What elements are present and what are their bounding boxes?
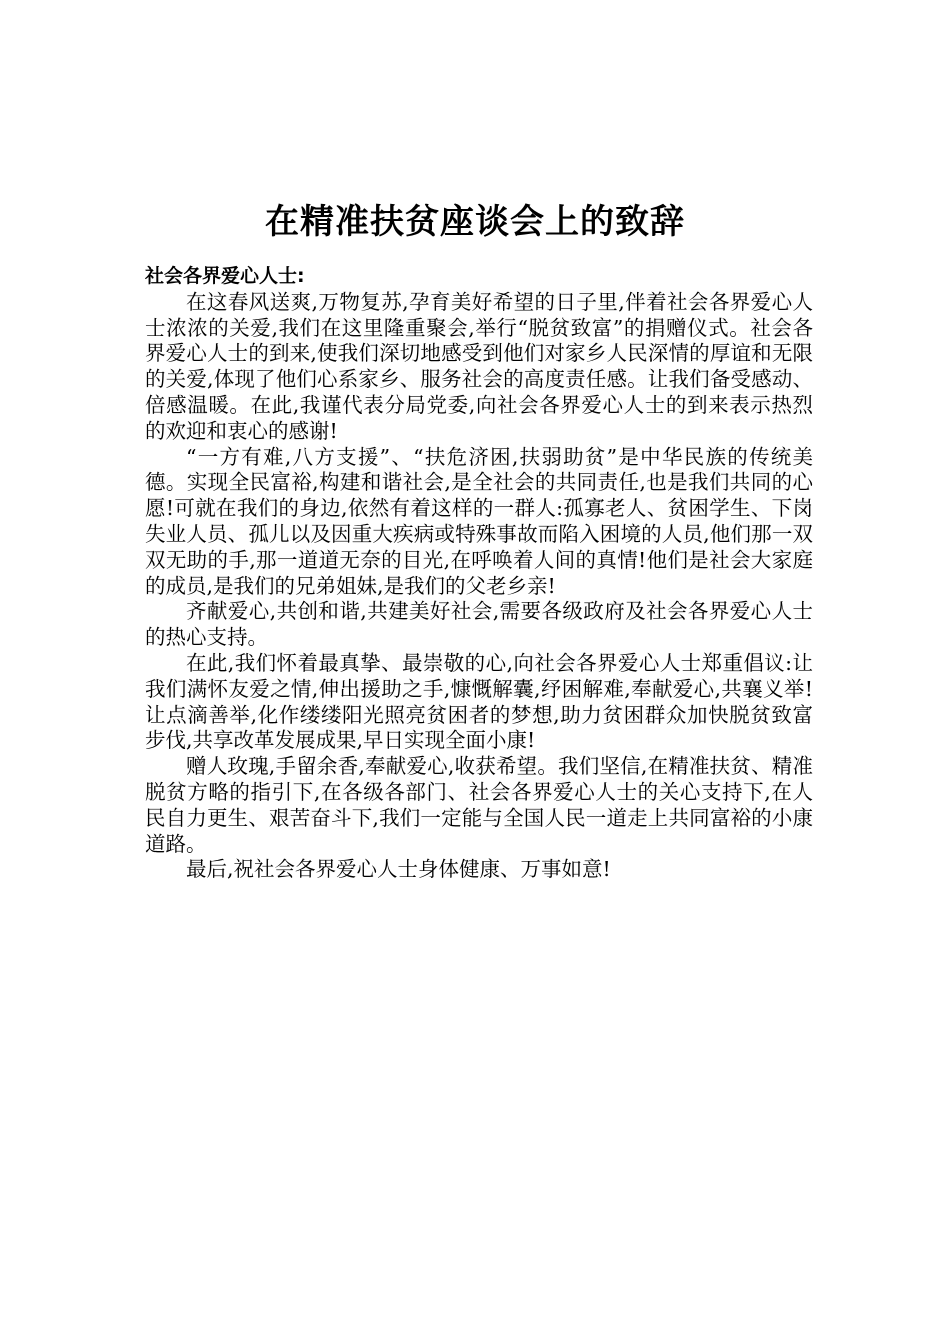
paragraph-belief: 赠人玫瑰,手留余香,奉献爱心,收获希望。我们坚信,在精准扶贫、精准脱贫方略的指引下,在各级各部门、社会各界爱心人士的关心支持下,在人民自力更生、艰苦奋斗下,我们一定能与全国人民一道走上共同富裕的小康道路。 bbox=[145, 754, 813, 856]
paragraph-support: 齐献爱心,共创和谐,共建美好社会,需要各级政府及社会各界爱心人士的热心支持。 bbox=[145, 599, 813, 650]
paragraph-welcome: 在这春风送爽,万物复苏,孕育美好希望的日子里,伴着社会各界爱心人士浓浓的关爱,我们在这里隆重聚会,举行“脱贫致富”的捐赠仪式。社会各界爱心人士的到来,使我们深切地感受到他们对家乡人民深情的厚谊和无限的关爱,体现了他们心系家乡、服务社会的高度责任感。让我们备受感动、倍感温暖。在此,我谨代表分局党委,向社会各界爱心人士的到来表示热烈的欢迎和衷心的感谢! bbox=[145, 289, 813, 443]
document-title: 在精准扶贫座谈会上的致辞 bbox=[265, 202, 685, 242]
paragraph-proposal: 在此,我们怀着最真挚、最崇敬的心,向社会各界爱心人士郑重倡议:让我们满怀友爱之情,伸出援助之手,慷慨解囊,纾困解难,奉献爱心,共襄义举!让点滴善举,化作缕缕阳光照亮贫困者的梦想,助力贫困群众加快脱贫致富步伐,共享改革发展成果,早日实现全面小康! bbox=[145, 650, 813, 753]
paragraph-closing: 最后,祝社会各界爱心人士身体健康、万事如意! bbox=[186, 857, 611, 882]
paragraph-tradition: “一方有难,八方支援”、“扶危济困,扶弱助贫”是中华民族的传统美德。实现全民富裕,构建和谐社会,是全社会的共同责任,也是我们共同的心愿!可就在我们的身边,依然有着这样的一群人:孤寡老人、贫困学生、下岗失业人员、孤儿以及因重大疾病或特殊事故而陷入困境的人员,他们那一双双无助的手,那一道道无奈的目光,在呼唤着人间的真情!他们是社会大家庭的成员,是我们的兄弟姐妹,是我们的父老乡亲! bbox=[145, 444, 813, 598]
salutation: 社会各界爱心人士: bbox=[145, 265, 305, 287]
document-body bbox=[145, 264, 813, 883]
